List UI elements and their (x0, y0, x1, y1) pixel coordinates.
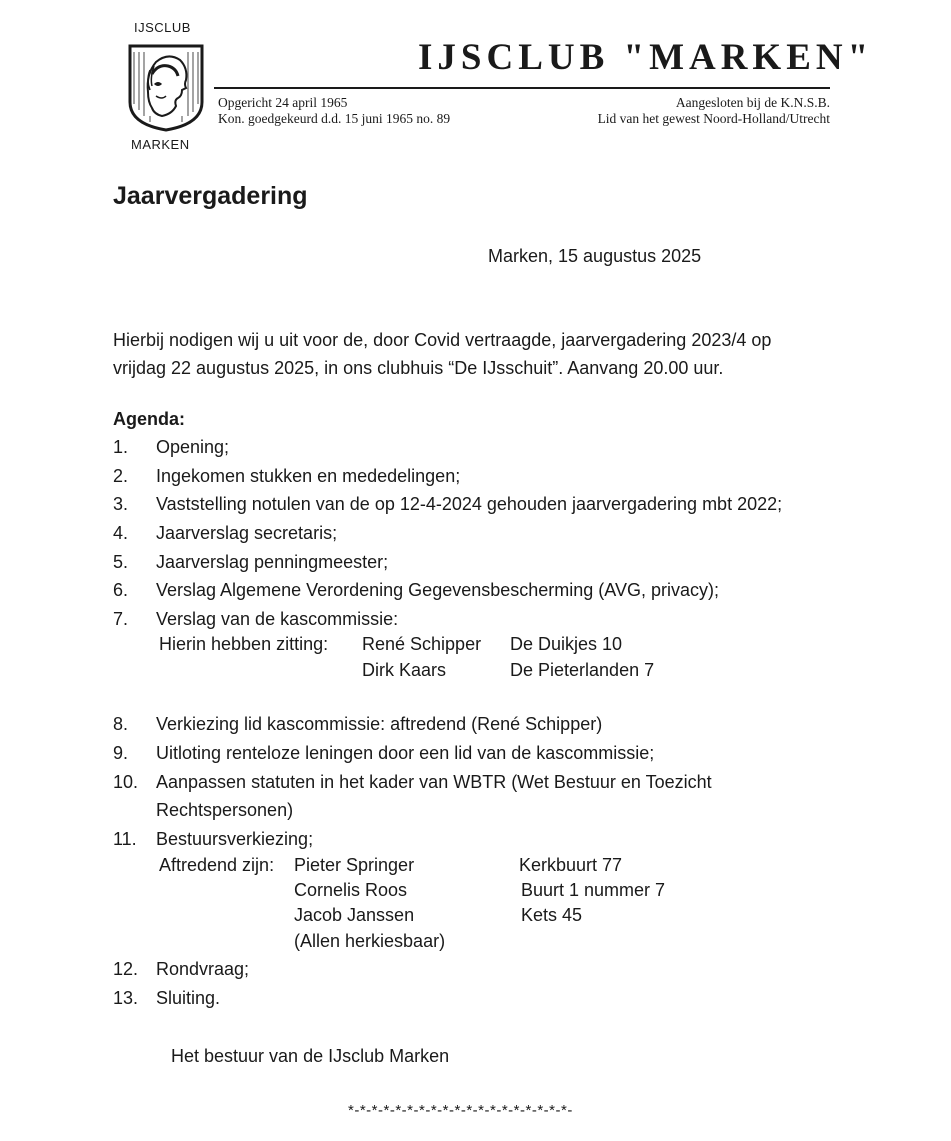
bestuur-label: Aftredend zijn: (159, 855, 275, 875)
letter-date: Marken, 15 augustus 2025 (488, 246, 702, 266)
agenda-item-text: Jaarverslag penningmeester; (156, 552, 389, 572)
bestuur-member-address: Kerkbuurt 77 (519, 855, 623, 875)
agenda-heading: Agenda: (113, 409, 185, 429)
region-line: Lid van het gewest Noord-Holland/Utrecht (597, 111, 830, 126)
club-crest-logo (128, 44, 204, 132)
agenda-item-text: Aanpassen statuten in het kader van WBTR (Wet Bestuur en Toezicht (156, 772, 712, 792)
agenda-item-number: 7. (113, 609, 129, 629)
agenda-item-number: 3. (113, 494, 129, 514)
agenda-item-number: 10. (113, 772, 139, 792)
bestuur-note: (Allen herkiesbaar) (294, 931, 446, 951)
agenda-item-text-continued: Rechtspersonen) (156, 800, 294, 820)
agenda-item-number: 1. (113, 437, 129, 457)
invitation-paragraph (113, 326, 771, 382)
agenda-item-text: Jaarverslag secretaris; (156, 523, 338, 543)
agenda-item-number: 11. (113, 829, 137, 849)
agenda-item-number: 8. (113, 714, 129, 734)
agenda-item-number: 12. (113, 959, 139, 979)
agenda-item-text: Bestuursverkiezing; (156, 829, 314, 849)
agenda-item-text: Verslag van de kascommissie: (156, 609, 399, 629)
agenda-item-text: Verkiezing lid kascommissie: aftredend (René Schipper) (156, 714, 603, 734)
founding-info (218, 95, 450, 127)
kascommissie-member-address: De Duikjes 10 (510, 634, 623, 654)
bestuur-member-name: Jacob Janssen (294, 905, 415, 925)
bestuur-member-name: Pieter Springer (294, 855, 415, 875)
kascommissie-member-name: René Schipper (362, 634, 482, 654)
bestuur-member-address: Kets 45 (521, 905, 583, 925)
affiliation-info (598, 95, 830, 127)
club-title: IJSCLUB "MARKEN" (418, 37, 874, 78)
approved-line: Kon. goedgekeurd d.d. 15 juni 1965 no. 89 (218, 111, 451, 126)
agenda-item-number: 6. (113, 580, 129, 600)
header-divider (214, 87, 830, 89)
intro-line-2: vrijdag 22 augustus 2025, in ons clubhuis “De IJsschuit”. Aanvang 20.00 uur. (113, 358, 724, 378)
affiliation-line: Aangesloten bij de K.N.S.B. (675, 95, 830, 110)
agenda-item-number: 5. (113, 552, 129, 572)
agenda-item-text: Rondvraag; (156, 959, 250, 979)
agenda-item-text: Uitloting renteloze leningen door een lid van de kascommissie; (156, 743, 655, 763)
crest-top-label: IJSCLUB (134, 20, 191, 35)
agenda-item-text: Verslag Algemene Verordening Gegevensbescherming (AVG, privacy); (156, 580, 719, 600)
agenda-item-text: Ingekomen stukken en mededelingen; (156, 466, 461, 486)
kascommissie-member-address: De Pieterlanden 7 (510, 660, 655, 680)
kascommissie-label: Hierin hebben zitting: (159, 634, 329, 654)
agenda-item-text: Vaststelling notulen van de op 12-4-2024 gehouden jaarvergadering mbt 2022; (156, 494, 783, 514)
intro-line-1: Hierbij nodigen wij u uit voor de, door Covid vertraagde, jaarvergadering 2023/4 op (113, 330, 772, 350)
footer-divider-stars: *-*-*-*-*-*-*-*-*-*-*-*-*-*-*-*-*-*-*- (348, 1102, 573, 1119)
agenda-item-text: Opening; (156, 437, 230, 457)
agenda-item-number: 4. (113, 523, 129, 543)
agenda-item-number: 9. (113, 743, 129, 763)
agenda-item-number: 13. (113, 988, 139, 1008)
founded-line: Opgericht 24 april 1965 (218, 95, 348, 110)
crest-bottom-label: MARKEN (131, 137, 190, 152)
closing-signature: Het bestuur van de IJsclub Marken (171, 1046, 450, 1066)
kascommissie-member-name: Dirk Kaars (362, 660, 447, 680)
agenda-item-number: 2. (113, 466, 129, 486)
page-title: Jaarvergadering (113, 182, 308, 210)
bestuur-member-address: Buurt 1 nummer 7 (521, 880, 666, 900)
bestuur-member-name: Cornelis Roos (294, 880, 408, 900)
agenda-item-text: Sluiting. (156, 988, 221, 1008)
